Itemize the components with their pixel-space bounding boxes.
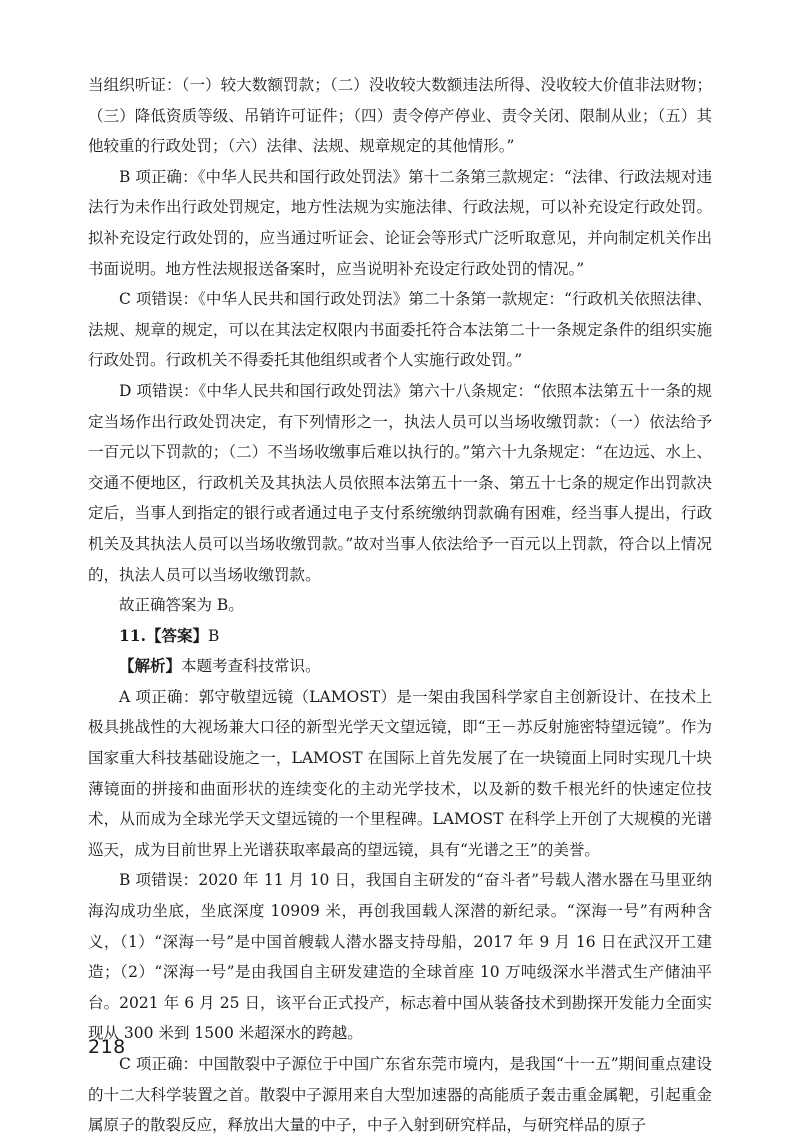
paragraph-option-d-law: D 项错误：《中华人民共和国行政处罚法》第六十八条规定：“依照本法第五十一条的规定当场作出行政处罚决定，有下列情形之一，执法人员可以当场收缴罚款：（一）依法给予一百元以下罚款的；（二）不当场收缴事后难以执行的。”第六十九条规定：“在边远、水上、交通不便地区，行政机关及其执法人员依照本法第五十一条、第五十七条的规定作出罚款决定后，当事人到指定的银行或者通过电子支付系统缴纳罚款确有困难，经当事人提出，行政机关及其执法人员可以当场收缴罚款。”故对当事人依法给予一百元以上罚款，符合以上情况的，执法人员可以当场收缴罚款。 [88, 381, 712, 584]
answer-line [88, 621, 712, 652]
analysis-line [88, 651, 712, 682]
answer-heading: 11.【答案】 [119, 625, 208, 645]
analysis-text: 本题考查科技常识。 [181, 657, 321, 676]
paragraph-option-c-spallation: C 项正确：中国散裂中子源位于中国广东省东莞市境内，是我国“十一五”期间重点建设的十二大科学装置之首。散裂中子源用来自大型加速器的高能质子轰击重金属靶，引起重金属原子的散裂反应，释放出大量的中子，中子入射到研究样品，与研究样品的原子 [88, 1055, 712, 1135]
page-number: 218 [88, 1036, 126, 1058]
page-body [88, 70, 712, 1141]
paragraph-option-b-law: B 项正确：《中华人民共和国行政处罚法》第十二条第三款规定：“法律、行政法规对违法行为未作出行政处罚规定，地方性法规为实施法律、行政法规，可以补充设定行政处罚。拟补充设定行政处罚的，应当通过听证会、论证会等形式广泛听取意见，并向制定机关作出书面说明。地方性法规报送备案时，应当说明补充设定行政处罚的情况。” [88, 167, 712, 278]
paragraph-hearing-list: 当组织听证：（一）较大数额罚款；（二）没收较大数额违法所得、没收较大价值非法财物；（三）降低资质等级、吊销许可证件；（四）责令停产停业、责令关闭、限制从业；（五）其他较重的行政处罚；（六）法律、法规、规章规定的其他情形。” [88, 76, 712, 156]
answer-value: B [207, 626, 220, 645]
paragraph-conclusion: 故正确答案为 B。 [119, 596, 244, 615]
paragraph-option-b-deep-sea: B 项错误：2020 年 11 月 10 日，我国自主研发的“奋斗者”号载人潜水器在马里亚纳海沟成功坐底，坐底深度 10909 米，再创我国载人深潜的新纪录。“深海一号”有两种含义，（1）“深海一号”是中国首艘载人潜水器支持母船，2017 年 9 月 16 日在武汉开工建造；（2）“深海一号”是由我国自主研发建造的全球首座 10 万吨级深水半潜式生产储油平台。2021 年 6 月 25 日，该平台正式投产，标志着中国从装备技术到勘探开发能力全面实现从 300 米到 1500 米超深水的跨越。 [88, 871, 712, 1043]
paragraph-option-c-law: C 项错误：《中华人民共和国行政处罚法》第二十条第一款规定：“行政机关依照法律、法规、规章的规定，可以在其法定权限内书面委托符合本法第二十一条规定条件的组织实施行政处罚。行政机关不得委托其他组织或者个人实施行政处罚。” [88, 290, 712, 370]
paragraph-option-a-lamost: A 项正确：郭守敬望远镜（LAMOST）是一架由我国科学家自主创新设计、在技术上极具挑战性的大视场兼大口径的新型光学天文望远镜，即“王－苏反射施密特望远镜”。作为国家重大科技基础设施之一，LAMOST 在国际上首先发展了在一块镜面上同时实现几十块薄镜面的拼接和曲面形状的连续变化的主动光学技术，以及新的数千根光纤的快速定位技术，从而成为全球光学天文望远镜的一个里程碑。LAMOST 在科学上开创了大规模的光谱巡天，成为目前世界上光谱获取率最高的望远镜，具有“光谱之王”的美誉。 [88, 687, 712, 859]
analysis-heading: 【解析】 [119, 656, 182, 676]
